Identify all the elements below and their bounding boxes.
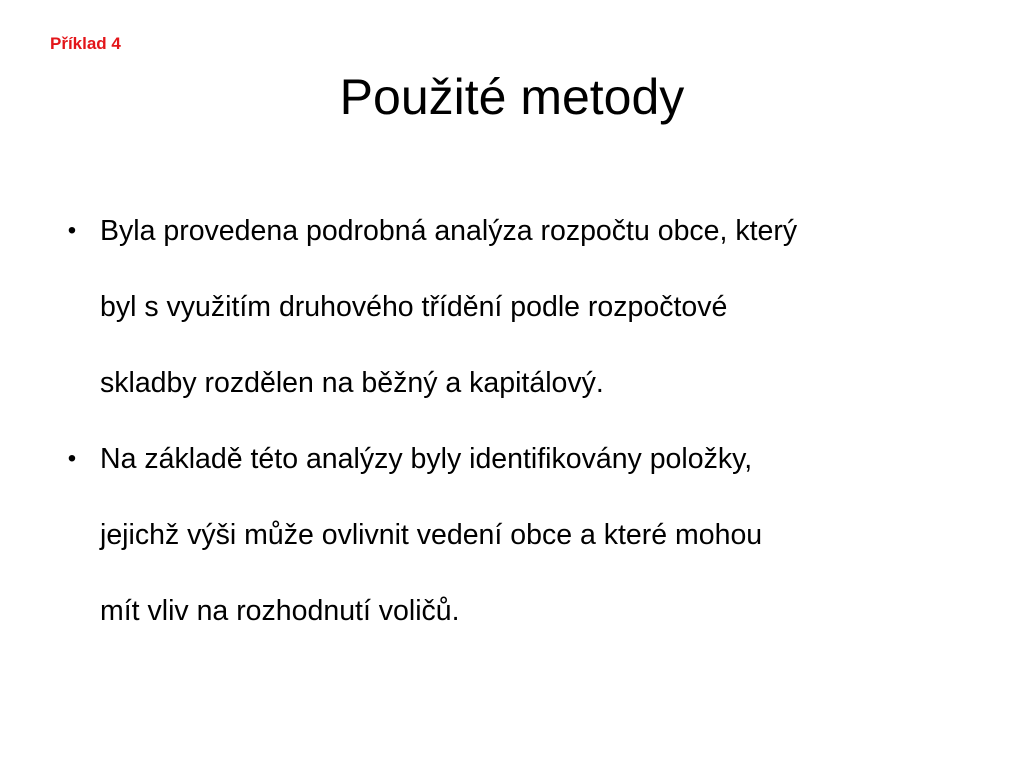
bullet-line: Byla provedena podrobná analýza rozpočtu obce, který [100, 215, 798, 247]
bullet-line: Na základě této analýzy byly identifikovány položky, [100, 443, 753, 475]
bullet-line: mít vliv na rozhodnutí voličů. [100, 595, 460, 627]
bullet-dot-icon: • [67, 445, 77, 472]
bullet-item [60, 193, 970, 421]
slide-title: Použité metody [339, 69, 685, 125]
bullet-line: byl s využitím druhového třídění podle rozpočtové [100, 291, 728, 323]
bullet-line: skladby rozdělen na běžný a kapitálový. [100, 367, 604, 399]
example-label: Příklad 4 [50, 34, 121, 53]
bullet-item [60, 421, 970, 649]
bullet-line: jejichž výši může ovlivnit vedení obce a které mohou [100, 519, 763, 551]
bullet-list [60, 193, 970, 649]
bullet-dot-icon: • [67, 217, 77, 244]
